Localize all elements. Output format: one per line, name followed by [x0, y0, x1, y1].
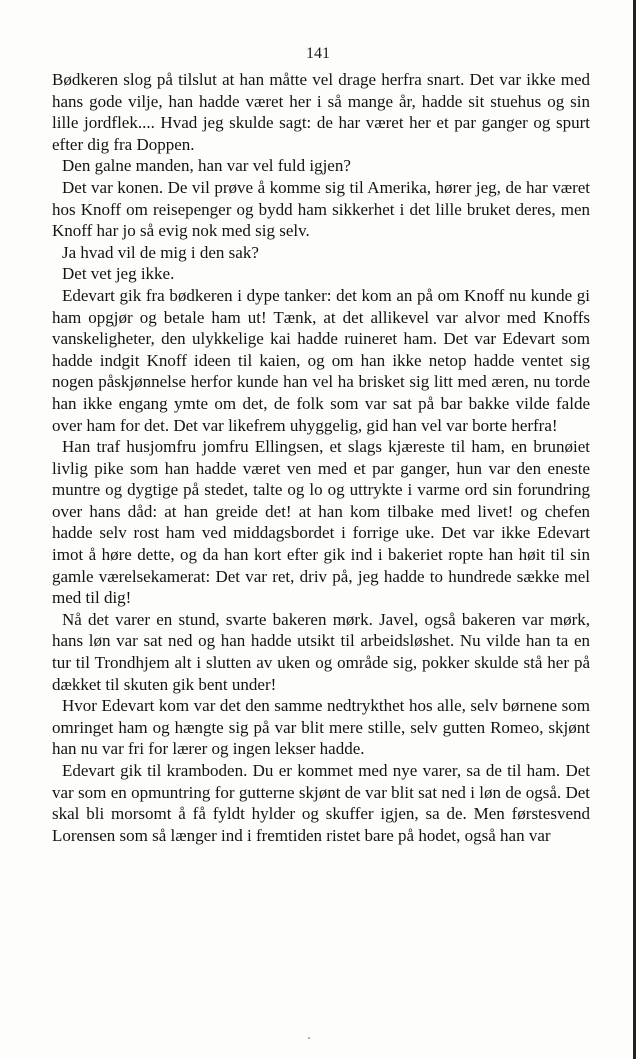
paragraph: Det vet jeg ikke.	[62, 264, 175, 284]
paragraph: Hvor Edevart kom var det den samme nedtrykthet hos alle, selv børnene som omringet ham og hængte sig på var blit mere stille, selv gutten Romeo, skjønt han nu var fri for lærer og ingen lekser hadde.	[52, 696, 590, 759]
paragraph: Bødkeren slog på tilslut at han måtte vel drage herfra snart. Det var ikke med hans gode vilje, han hadde været her i så mange år, hadde sit stuehus og sin lille jordflek.... Hvad jeg skulde sagt: de har været her et par ganger og spurt efter dig fra Doppen.	[52, 70, 590, 154]
paragraph: Edevart gik fra bødkeren i dype tanker: det kom an på om Knoff nu kunde gi ham opgjør og betale ham ut! Tænk, at det allikevel var alvor med Knoffs vanskeligheter, den ulykkelige kai hadde ruineret ham. Det var Edevart som hadde indgit Knoff ideen til kaien, og om han ikke netop hadde ventet sig nogen påskjønnelse herfor kunde han vel ha brisket sig litt med æren, nu torde han ikke engang ymte om det, de folk som var sat på bar bakke vilde falde over ham for det. Det var likefrem uhyggelig, gid han vel var borte herfra!	[52, 285, 590, 435]
paragraph: Den galne manden, han var vel fuld igjen?	[62, 156, 351, 176]
paragraph: Det var konen. De vil prøve å komme sig til Amerika, hører jeg, de har været hos Knoff om reisepenger og bydd ham sikkerhet i det lille bruket deres, men Knoff har jo så evig nok med sig selv.	[52, 177, 590, 241]
body-text	[52, 69, 590, 846]
paragraph: Ja hvad vil de mig i den sak?	[62, 242, 259, 262]
paragraph: Edevart gik til kramboden. Du er kommet med nye varer, sa de til ham. Det var som en opmuntring for gutterne skjønt de var blit sat ned i løn de også. Det skal bli morsomt å få fyldt hylder og skuffer igjen, sa de. Men førstesvend Lorensen som så længer ind i fremtiden ristet bare på hodet, også han var	[52, 761, 590, 845]
paragraph: Nå det varer en stund, svarte bakeren mørk. Javel, også bakeren var mørk, hans løn var sat ned og han hadde utsikt til arbeidsløshet. Nu vilde han ta en tur til Trondhjem alt i slutten av uken og område sig, pokker skulde stå her på dækket til skuten gik bent under!	[52, 609, 590, 694]
scan-dot	[308, 1037, 310, 1039]
paragraph: Han traf husjomfru jomfru Ellingsen, et slags kjæreste til ham, en brunøiet livlig pike som han hadde været ven med et par ganger, hun var den eneste muntre og dygtige på stedet, talte og lo og uttrykte i varme ord sin forundring over hans dåd: at han greide det! at han kom tilbake med livet! og chefen hadde selv rost ham ved middagsbordet i forrige uke. Det var ikke Edevart imot å høre dette, og da han kort efter gik ind i bakeriet ropte han høit til sin gamle værelsekamerat: Det var ret, driv på, jeg hadde to hundrede sække mel med til dig!	[52, 437, 590, 608]
page-number: 141	[306, 45, 330, 62]
